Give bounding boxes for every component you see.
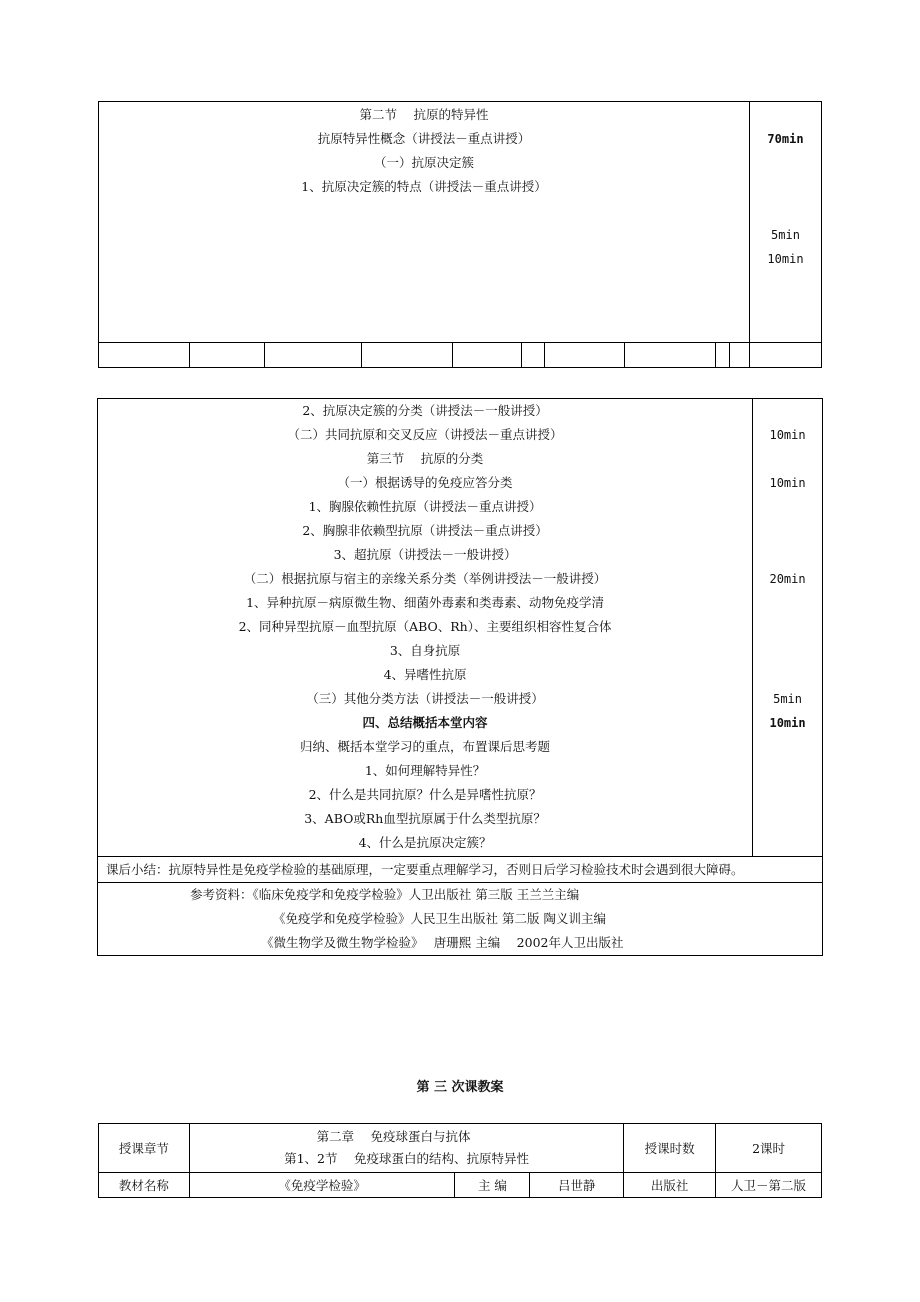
content-line: 1、异种抗原－病原微生物、细菌外毒素和类毒素、动物免疫学清	[246, 595, 605, 610]
time-value	[753, 759, 822, 783]
time-value: 10min	[769, 428, 806, 442]
editor-value: 吕世静	[558, 1178, 596, 1193]
content-line: 2、胸腺非依赖型抗原（讲授法－重点讲授）	[302, 523, 548, 538]
content-line: （二）根据抗原与宿主的亲缘关系分类（举例讲授法－一般讲授）	[243, 571, 607, 586]
content-line: 3、超抗原（讲授法－一般讲授）	[333, 547, 517, 562]
time-value	[750, 199, 821, 223]
time-value: 5min	[771, 228, 800, 242]
grid-cell	[99, 343, 190, 368]
grid-cell	[545, 343, 625, 368]
time-value: 70min	[767, 132, 804, 146]
content-line: 第三节 抗原的分类	[366, 451, 484, 466]
publisher-label-cell	[624, 1173, 716, 1198]
grid-cell	[730, 343, 750, 368]
time-value	[750, 151, 821, 175]
content-line: 归纳、概括本堂学习的重点，布置课后思考题	[300, 739, 551, 754]
time-value	[753, 663, 822, 687]
summary-cell	[98, 857, 823, 883]
content-line: 2、什么是共同抗原？什么是异嗜性抗原？	[308, 787, 542, 802]
content-line: 四、总结概括本堂内容	[362, 715, 488, 730]
time-value	[753, 615, 822, 639]
content-line: （二）共同抗原和交叉反应（讲授法－重点讲授）	[287, 427, 563, 442]
time-column	[753, 399, 822, 855]
content-line: （一）根据诱导的免疫应答分类	[337, 475, 513, 490]
grid-cell	[522, 343, 545, 368]
time-value	[753, 807, 822, 831]
time-value	[753, 831, 822, 855]
content-line: 1、胸腺依赖性抗原（讲授法－重点讲授）	[308, 499, 542, 514]
hours-value-cell	[716, 1124, 822, 1173]
content-line: 2、抗原决定簇的分类（讲授法－一般讲授）	[302, 403, 548, 418]
grid-cell	[625, 343, 716, 368]
content-line: 1、抗原决定簇的特点（讲授法－重点讲授）	[301, 179, 547, 194]
summary-text: 课后小结：抗原特异性是免疫学检验的基础原理，一定要重点理解学习，否则日后学习检验技术时会遇到很大障碍。	[106, 862, 744, 877]
content-lines	[98, 399, 752, 855]
content-line: 4、异嗜性抗原	[383, 667, 467, 682]
content-line: 2、同种异型抗原－血型抗原（ABO、Rh）、主要组织相容性复合体	[238, 619, 612, 634]
time-value: 10min	[769, 476, 806, 490]
grid-cell	[361, 343, 453, 368]
lesson-table-2	[97, 398, 823, 956]
grid-cell	[189, 343, 264, 368]
content-line: 4、什么是抗原决定簇？	[358, 835, 492, 850]
chapter-line-2: 第1、2节 免疫球蛋白的结构、抗原特异性	[284, 1151, 529, 1166]
time-value: 10min	[767, 252, 804, 266]
hours-label-cell	[624, 1124, 716, 1173]
time-value	[753, 783, 822, 807]
textbook-label-cell	[99, 1173, 190, 1198]
content-line: 1、如何理解特异性？	[364, 763, 486, 778]
chapter-label: 授课章节	[118, 1141, 169, 1156]
time-value	[753, 639, 822, 663]
content-lines	[99, 102, 749, 199]
textbook-label: 教材名称	[118, 1178, 169, 1193]
time-value: 10min	[769, 716, 806, 730]
grid-cell	[264, 343, 361, 368]
content-line: 3、自身抗原	[389, 643, 461, 658]
time-value	[753, 495, 822, 519]
time-value	[750, 103, 821, 127]
time-value	[753, 543, 822, 567]
time-value: 5min	[773, 692, 802, 706]
time-value	[753, 735, 822, 759]
time-value	[753, 447, 822, 471]
time-cell	[753, 399, 823, 857]
publisher-value: 人卫－第二版	[731, 1178, 807, 1193]
chapter-line-1: 第二章 免疫球蛋白与抗体	[316, 1129, 471, 1144]
lesson-table-1	[98, 101, 822, 368]
time-value	[753, 591, 822, 615]
lesson-info-table	[98, 1123, 822, 1198]
lesson-title: 第 三 次课教案	[416, 1080, 504, 1095]
content-line: （三）其他分类方法（讲授法－一般讲授）	[306, 691, 544, 706]
hours-value: 2课时	[752, 1141, 786, 1156]
chapter-value-cell	[189, 1124, 623, 1173]
reference-2: 《免疫学和免疫学检验》人民卫生出版社 第二版 陶义训主编	[273, 911, 606, 926]
chapter-label-cell	[99, 1124, 190, 1173]
hours-label: 授课时数	[644, 1141, 695, 1156]
publisher-value-cell	[716, 1173, 822, 1198]
grid-cell	[749, 343, 821, 368]
grid-cell	[453, 343, 522, 368]
publisher-label: 出版社	[650, 1178, 689, 1193]
reference-3: 《微生物学及微生物学检验》 唐珊熙 主编 2002年人卫出版社	[261, 935, 624, 950]
editor-value-cell	[530, 1173, 624, 1198]
textbook-value: 《免疫学检验》	[278, 1178, 366, 1193]
editor-label: 主 编	[477, 1178, 507, 1193]
grid-cell	[716, 343, 730, 368]
time-cell	[749, 102, 821, 343]
content-line: （一）抗原决定簇	[373, 155, 474, 170]
time-value	[753, 519, 822, 543]
content-line: 抗原特异性概念（讲授法－重点讲授）	[317, 131, 531, 146]
content-line: 3、ABO或Rh血型抗原属于什么类型抗原？	[304, 811, 546, 826]
editor-label-cell	[455, 1173, 530, 1198]
time-column	[750, 102, 821, 271]
time-value	[753, 399, 822, 423]
content-cell	[98, 399, 753, 857]
content-cell	[99, 102, 750, 343]
reference-1: 参考资料：《临床免疫学和免疫学检验》人卫出版社 第三版 王兰兰主编	[190, 887, 580, 902]
time-value	[750, 175, 821, 199]
content-line: 第二节 抗原的特异性	[359, 107, 489, 122]
time-value: 20min	[769, 572, 806, 586]
references-cell	[98, 883, 823, 956]
textbook-value-cell	[189, 1173, 455, 1198]
